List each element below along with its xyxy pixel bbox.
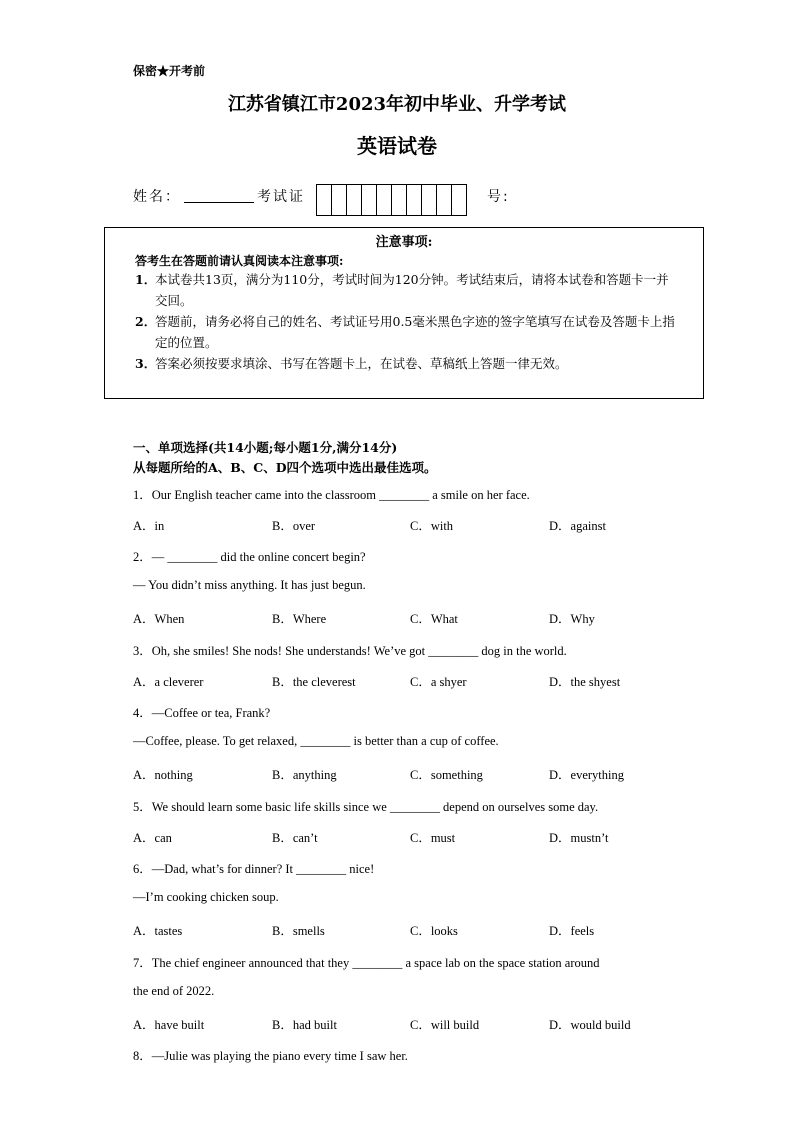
notice-box [104,227,704,399]
notice-heading: 注意事项: [375,235,433,250]
options-row [133,765,693,783]
option-b[interactable]: B．anything [272,768,337,782]
option-a[interactable]: A．have built [133,1018,205,1032]
id-cell[interactable] [407,185,422,215]
option-c[interactable]: C．will build [410,1018,480,1032]
name-label: 姓名： [133,189,181,205]
option-a[interactable]: A．can [133,831,172,845]
question-line: 4．—Coffee or tea, Frank? [133,706,271,720]
id-cell[interactable] [437,185,452,215]
id-cell[interactable] [422,185,437,215]
question-line: 8．—Julie was playing the piano every time I saw her. [133,1049,408,1063]
notice-item-number: 2． [135,314,157,329]
option-d[interactable]: D．the shyest [549,675,621,689]
option-c[interactable]: C．a shyer [410,675,467,689]
option-d[interactable]: D．Why [549,612,595,626]
question-line: 2．— ________ did the online concert begin? [133,550,366,564]
option-b[interactable]: B．smells [272,924,325,938]
notice-item-number: 1． [135,272,157,287]
option-a[interactable]: A．tastes [133,924,183,938]
number-label: 号: [487,189,510,205]
name-blank[interactable] [184,202,254,203]
section-title: 一、单项选择(共14小题;每小题1分,满分14分) [133,440,398,455]
question-line: 1．Our English teacher came into the classroom ________ a smile on her face. [133,488,530,502]
notice-item-number: 3． [135,356,157,371]
option-c[interactable]: C．something [410,768,483,782]
notice-item [135,353,703,374]
question-line: 5．We should learn some basic life skills since we ________ depend on ourselves some day. [133,800,599,814]
id-cell[interactable] [377,185,392,215]
notice-item-text: 答题前，请务必将自己的姓名、考试证号用0.5毫米黑色字迹的签字笔填写在试卷及答题卡上指定的位置。 [155,314,675,350]
notice-item [135,311,703,353]
question-line: 3．Oh, she smiles! She nods! She understands! We’ve got ________ dog in the world. [133,644,567,658]
option-b[interactable]: B．Where [272,612,327,626]
question-line: — You didn’t miss anything. It has just begun. [133,578,366,592]
option-a[interactable]: A．nothing [133,768,193,782]
notice-item-text: 答案必须按要求填涂、书写在答题卡上，在试卷、草稿纸上答题一律无效。 [155,356,568,371]
option-a[interactable]: A．When [133,612,185,626]
section-instruction: 从每题所给的A、B、C、D四个选项中选出最佳选项。 [133,460,437,475]
option-b[interactable]: B．the cleverest [272,675,356,689]
exam-id-label: 考试证 [257,189,305,205]
question-line: 6．—Dad, what’s for dinner? It ________ nice! [133,862,375,876]
id-cell[interactable] [392,185,407,215]
option-d[interactable]: D．against [549,519,606,533]
option-d[interactable]: D．feels [549,924,595,938]
option-d[interactable]: D．everything [549,768,624,782]
exam-title: 江苏省镇江市2023年初中毕业、升学考试 [227,94,567,115]
id-cell[interactable] [362,185,377,215]
question-line: the end of 2022. [133,984,215,998]
option-d[interactable]: D．mustn’t [549,831,609,845]
option-b[interactable]: B．over [272,519,316,533]
option-b[interactable]: B．had built [272,1018,337,1032]
option-a[interactable]: A．in [133,519,165,533]
options-row [133,672,693,690]
option-c[interactable]: C．with [410,519,454,533]
option-c[interactable]: C．looks [410,924,458,938]
option-c[interactable]: C．must [410,831,456,845]
options-row [133,1015,693,1033]
option-b[interactable]: B．can’t [272,831,318,845]
question-line: —I’m cooking chicken soup. [133,890,279,904]
option-c[interactable]: C．What [410,612,458,626]
options-row [133,609,693,627]
options-row [133,921,693,939]
id-cell[interactable] [317,185,332,215]
option-d[interactable]: D．would build [549,1018,631,1032]
options-row [133,516,693,534]
option-a[interactable]: A．a cleverer [133,675,204,689]
exam-subtitle: 英语试卷 [357,134,437,158]
notice-item-text: 本试卷共13页，满分为110分，考试时间为120分钟。考试结束后，请将本试卷和答题卡一并交回。 [155,272,669,308]
id-cell[interactable] [347,185,362,215]
id-cell[interactable] [452,185,466,215]
notice-item [135,269,703,311]
question-line: 7．The chief engineer announced that they ________ a space lab on the space station around [133,956,600,970]
question-line: —Coffee, please. To get relaxed, ________ is better than a cup of coffee. [133,734,499,748]
exam-id-grid[interactable] [316,184,467,216]
notice-intro: 答考生在答题前请认真阅读本注意事项: [135,254,344,268]
id-cell[interactable] [332,185,347,215]
confidential-label: 保密★开考前 [133,64,206,78]
options-row [133,828,693,846]
